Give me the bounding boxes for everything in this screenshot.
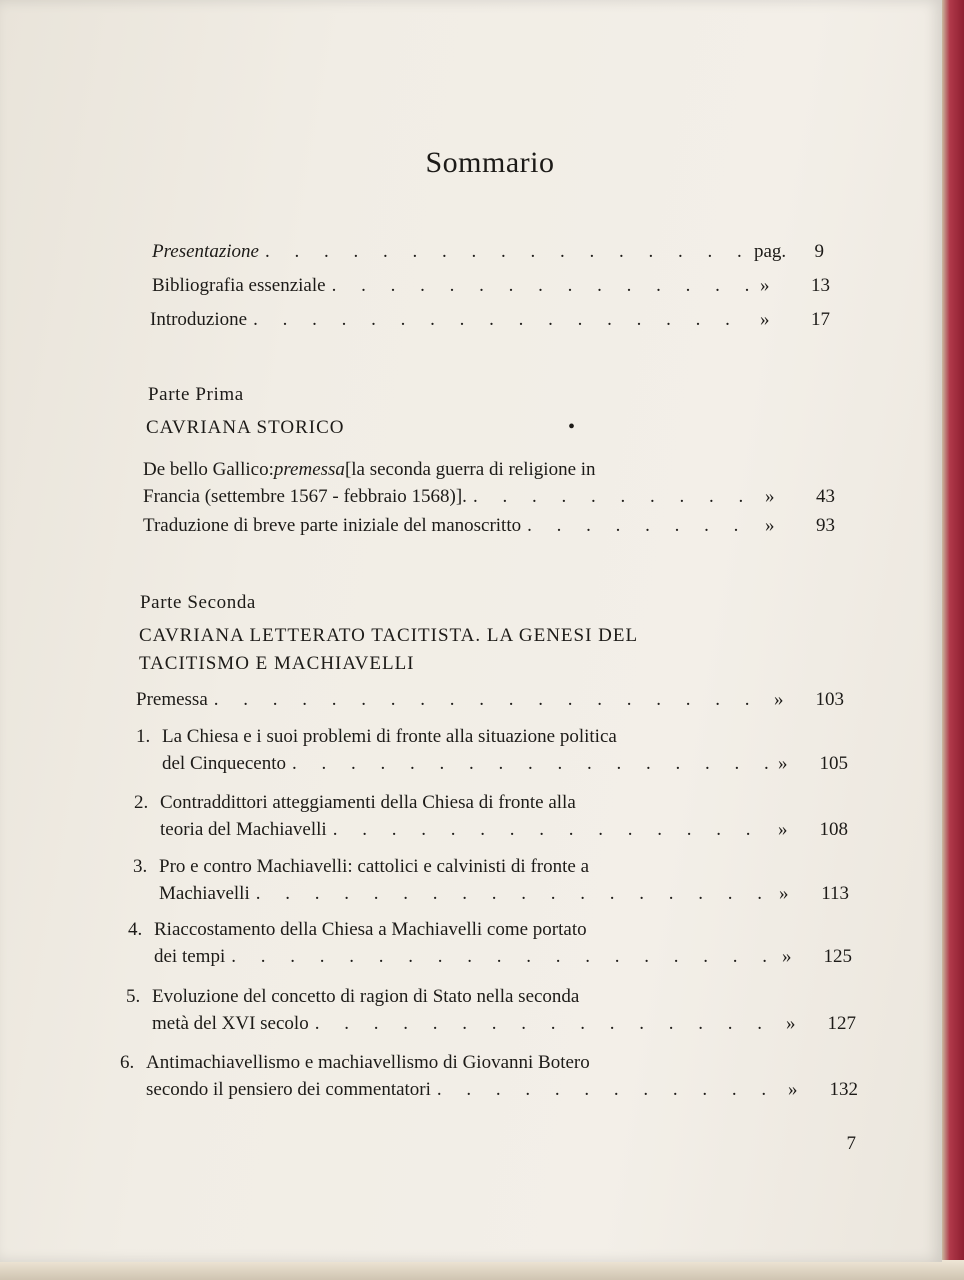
toc-page: 105 (819, 753, 848, 774)
toc-marker: » (778, 819, 788, 840)
book-cover-edge (942, 0, 964, 1280)
toc-label: Premessa (136, 689, 208, 710)
toc-entry-chapter-5 (126, 983, 856, 1037)
toc-page: 108 (819, 819, 848, 840)
toc-label-part-c: [la seconda guerra di religione in (344, 459, 596, 480)
page-stack-edge (0, 1260, 964, 1280)
toc-page: 13 (811, 275, 830, 296)
toc-label-part-a: De bello Gallico: (143, 459, 274, 480)
toc-marker: » (782, 946, 792, 967)
toc-label-line2: secondo il pensiero dei commentatori (146, 1079, 431, 1100)
toc-page: 93 (816, 515, 835, 536)
toc-entry-chapter-2 (134, 789, 848, 843)
toc-label-line2: metà del XVI secolo (152, 1013, 309, 1034)
leader-dots (256, 880, 773, 907)
chapter-number: 6. (120, 1052, 135, 1073)
toc-entry-traduzione (143, 512, 835, 539)
toc-label: Traduzione di breve parte iniziale del manoscritto (143, 515, 522, 536)
leader-dots (527, 512, 759, 539)
leader-dots (292, 750, 772, 777)
toc-page: 17 (811, 309, 830, 330)
chapter-number: 4. (128, 919, 143, 940)
toc-page: 43 (816, 486, 835, 507)
part-heading: CAVRIANA STORICO (146, 417, 345, 438)
leader-dots (214, 686, 768, 713)
leader-dots (473, 483, 759, 510)
toc-page: 9 (814, 241, 824, 262)
toc-entry-presentazione (152, 238, 824, 265)
toc-entry-introduzione (150, 306, 830, 333)
toc-label: Bibliografia essenziale (152, 275, 326, 296)
page-number: 7 (846, 1133, 856, 1154)
toc-label-line2: teoria del Machiavelli (160, 819, 327, 840)
toc-marker: » (779, 883, 789, 904)
toc-page: 103 (815, 689, 844, 710)
part-label: Parte Seconda (140, 592, 256, 613)
part-heading-line1: CAVRIANA LETTERATO TACITISTA. LA GENESI DEL (139, 625, 639, 646)
leader-dots (333, 816, 772, 843)
toc-marker: » (774, 689, 784, 710)
toc-entry-bibliografia (152, 272, 830, 299)
page-title: Sommario (425, 146, 555, 179)
toc-label: La Chiesa e i suoi problemi di fronte alla situazione politica (162, 726, 617, 747)
toc-marker: » (760, 309, 770, 330)
toc-entry-de-bello-gallico (143, 456, 835, 510)
toc-marker: » (778, 753, 788, 774)
toc-entry-chapter-6 (120, 1049, 858, 1103)
toc-marker: » (788, 1079, 798, 1100)
toc-marker: » (786, 1013, 796, 1034)
toc-marker: » (760, 275, 770, 296)
bullet-mark: • (568, 416, 576, 438)
toc-label: Antimachiavellismo e machiavellismo di Giovanni Botero (146, 1052, 590, 1073)
toc-entry-premessa (136, 686, 844, 713)
chapter-number: 2. (134, 792, 149, 813)
toc-marker: pag. (754, 241, 787, 262)
toc-page: 132 (829, 1079, 858, 1100)
leader-dots (253, 306, 754, 333)
toc-marker: » (765, 486, 775, 507)
show-through-text (542, 60, 902, 1060)
toc-entry-chapter-3 (133, 853, 849, 907)
toc-label-part-b: premessa (273, 459, 345, 480)
toc-label: Introduzione (150, 309, 248, 330)
part-label: Parte Prima (148, 384, 244, 405)
toc-label: Riaccostamento della Chiesa a Machiavelli come portato (154, 919, 587, 940)
leader-dots (332, 272, 754, 299)
toc-label: Evoluzione del concetto di ragion di Stato nella seconda (152, 986, 580, 1007)
chapter-number: 1. (136, 726, 151, 747)
toc-page: 125 (823, 946, 852, 967)
toc-entry-chapter-1 (136, 723, 848, 777)
toc-label-line2: del Cinquecento (162, 753, 286, 774)
leader-dots (265, 238, 748, 265)
toc-label: Pro e contro Machiavelli: cattolici e calvinisti di fronte a (159, 856, 589, 877)
leader-dots (437, 1076, 782, 1103)
chapter-number: 5. (126, 986, 141, 1007)
toc-page: 127 (827, 1013, 856, 1034)
toc-label: Presentazione (152, 241, 259, 262)
toc-label-line2: Machiavelli (159, 883, 250, 904)
toc-marker: » (765, 515, 775, 536)
leader-dots (315, 1010, 780, 1037)
toc-label: Contraddittori atteggiamenti della Chiesa di fronte alla (160, 792, 576, 813)
part-heading-line2: TACITISMO E MACHIAVELLI (139, 653, 415, 674)
toc-entry-chapter-4 (128, 916, 852, 970)
chapter-number: 3. (133, 856, 148, 877)
toc-label-line2: dei tempi (154, 946, 226, 967)
leader-dots (231, 943, 776, 970)
toc-page: 113 (821, 883, 849, 904)
toc-label-line2: Francia (settembre 1567 - febbraio 1568)]. (143, 486, 467, 507)
